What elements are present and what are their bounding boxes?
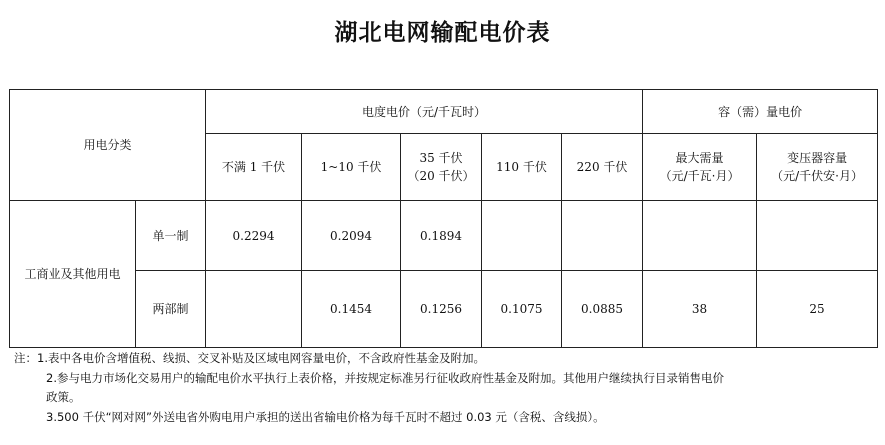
row-group-label: 工商业及其他用电: [10, 201, 136, 348]
header-voltage-110kv-text: 110 千伏: [496, 160, 547, 174]
page-title: 湖北电网输配电价表: [334, 20, 551, 46]
notes: [14, 349, 879, 427]
table-cell: 0.1894: [401, 201, 482, 271]
table-cell: 0.1256: [401, 271, 482, 348]
table-cell: [482, 201, 562, 271]
note-line: [14, 349, 879, 369]
table-cell: 0.2294: [206, 201, 302, 271]
tariff-table: [9, 89, 878, 348]
note-item: 3.500 千伏“网对网”外送电省外购电用户承担的送出省输电价格为每千瓦时不超过 0.03 元（含税、含线损）。: [46, 409, 605, 424]
header-max-demand-text: 最大需量: [675, 151, 724, 165]
table-cell: [757, 201, 878, 271]
table-cell: [206, 271, 302, 348]
table-cell: 25: [757, 271, 878, 348]
header-transformer-capacity-text: 变压器容量: [787, 151, 848, 165]
notes-prefix: 注：: [14, 351, 37, 365]
note-line: [14, 369, 879, 389]
table-cell: 0.2094: [302, 201, 401, 271]
note-item: 2.参与电力市场化交易用户的输配电价水平执行上表价格，并按规定标准另行征收政府性基金及附加。其他用户继续执行目录销售电价: [46, 370, 724, 385]
header-voltage-35kv: [401, 134, 482, 201]
note-line: [14, 408, 879, 428]
header-voltage-20kv-text: （20 千伏）: [407, 169, 475, 183]
header-voltage-under-1kv: [206, 134, 302, 201]
table-cell: 0.0885: [562, 271, 643, 348]
header-voltage-110kv: [482, 134, 562, 201]
row-label-two-part: 两部制: [136, 271, 206, 348]
table-cell: [643, 201, 757, 271]
row-label-single: 单一制: [136, 201, 206, 271]
table-cell: 0.1075: [482, 271, 562, 348]
note-item: 1.表中各电价含增值税、线损、交叉补贴及区域电网容量电价，不含政府性基金及附加。: [37, 351, 485, 365]
table-cell: 0.1454: [302, 271, 401, 348]
table-row: [10, 201, 878, 271]
header-max-demand: [643, 134, 757, 201]
header-voltage-1-10kv-text: 1~10 千伏: [320, 160, 382, 174]
header-transformer-capacity: [757, 134, 878, 201]
header-voltage-under-1kv-text: 不满 1 千伏: [221, 160, 286, 174]
header-capacity-group: 容（需）量电价: [643, 90, 878, 134]
header-row-1: [10, 90, 878, 134]
table-cell: 38: [643, 271, 757, 348]
note-item: 政策。: [46, 390, 81, 404]
note-line: [14, 388, 879, 408]
header-category: 用电分类: [10, 90, 206, 201]
header-transformer-capacity-unit: （元/千伏安·月）: [771, 169, 863, 183]
header-voltage-220kv: [562, 134, 643, 201]
header-max-demand-unit: （元/千瓦·月）: [659, 169, 740, 183]
table-cell: [562, 201, 643, 271]
header-voltage-220kv-text: 220 千伏: [576, 160, 628, 174]
header-voltage-35kv-text: 35 千伏: [419, 151, 463, 165]
header-energy-group: 电度电价（元/千瓦时）: [206, 90, 643, 134]
table-row: [10, 271, 878, 348]
header-voltage-1-10kv: [302, 134, 401, 201]
